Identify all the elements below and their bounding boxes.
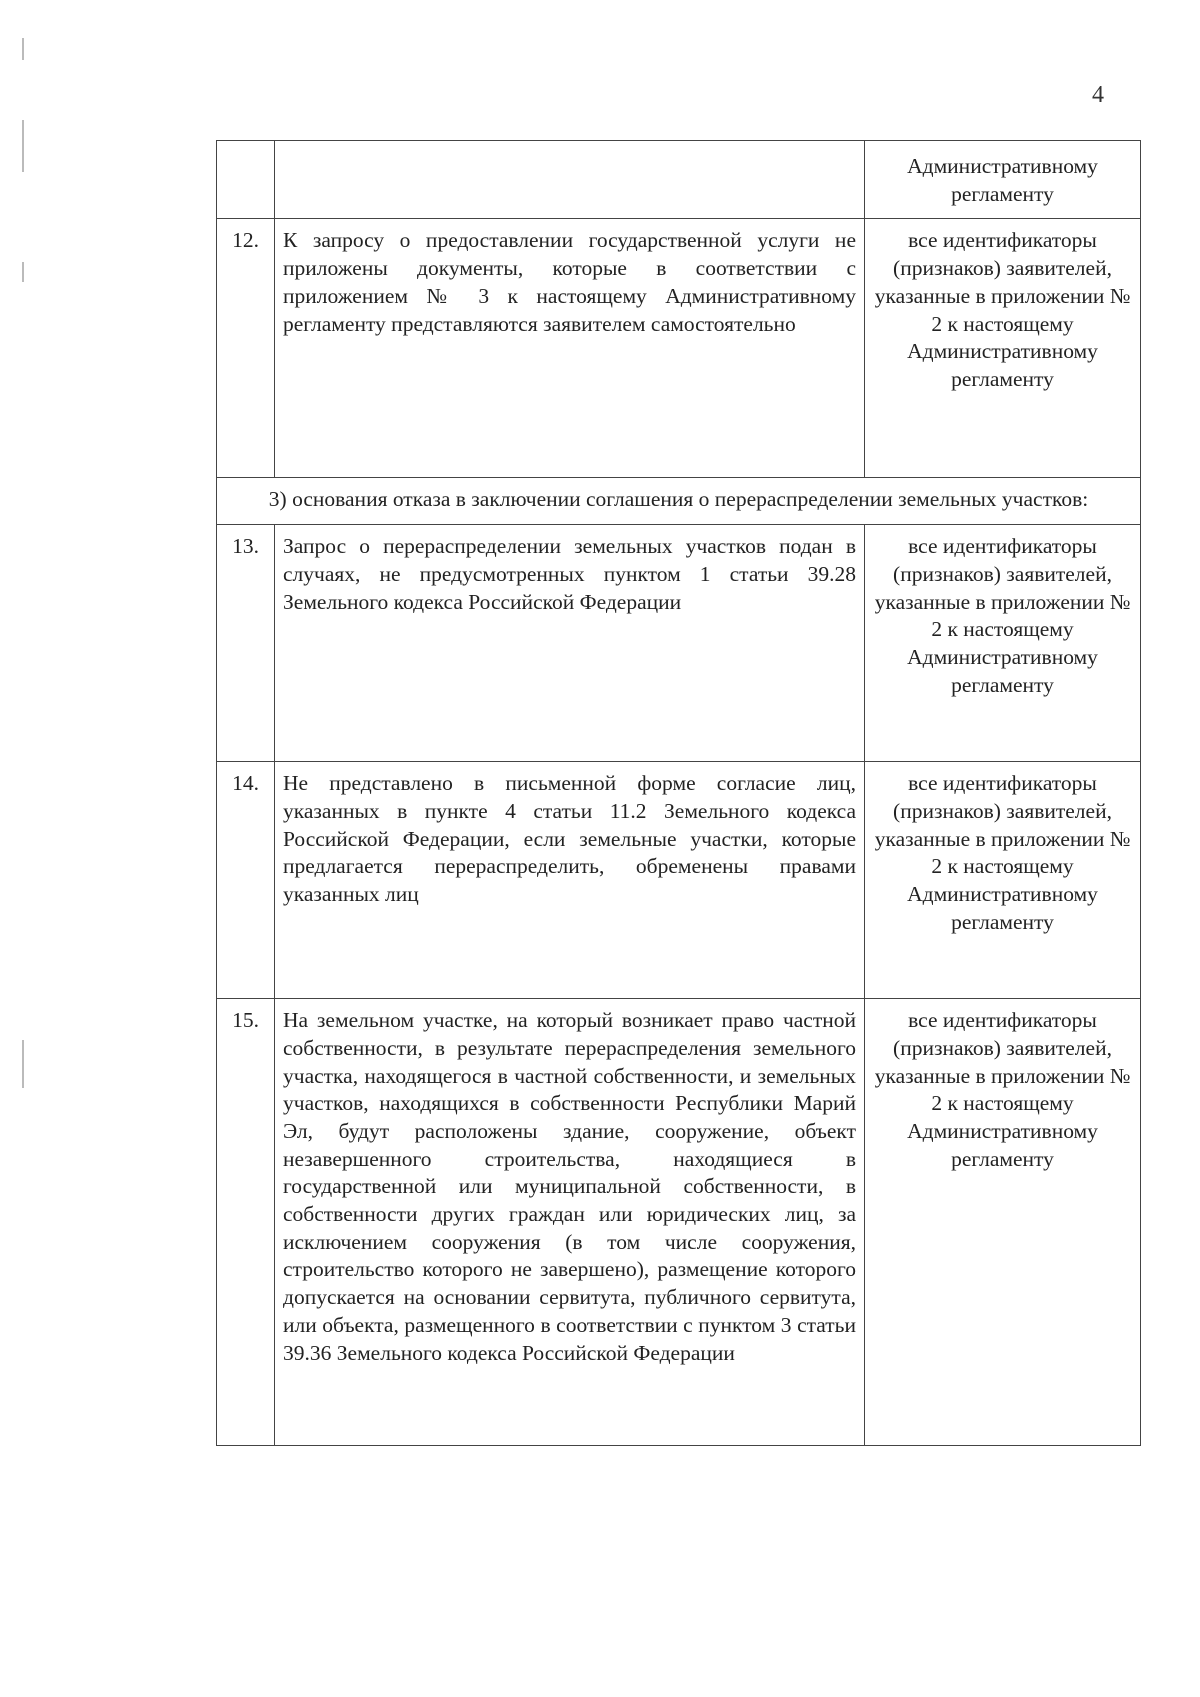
row-ground-text: Не представлено в письменной форме согласие лиц, указанных в пункте 4 статьи 11.2 Земельного кодекса Российской Федерации, если земельные участки, которые предлагается перераспределить, обременены правами указанных лиц	[275, 762, 865, 999]
row-number: 13.	[217, 525, 275, 762]
row-applicability: все идентификаторы (признаков) заявителей, указанные в приложении № 2 к настоящему Административному регламенту	[865, 219, 1141, 478]
row-number: 15.	[217, 999, 275, 1446]
row-applicability: все идентификаторы (признаков) заявителей, указанные в приложении № 2 к настоящему Административному регламенту	[865, 525, 1141, 762]
table-row	[217, 762, 1141, 999]
row-ground-text	[275, 141, 865, 219]
table-row	[217, 525, 1141, 762]
row-ground-text: Запрос о перераспределении земельных участков подан в случаях, не предусмотренных пунктом 1 статьи 39.28 Земельного кодекса Российской Федерации	[275, 525, 865, 762]
page-number: 4	[1092, 82, 1104, 108]
table-row-continued	[217, 141, 1141, 219]
row-ground-text: К запросу о предоставлении государственной услуги не приложены документы, которые в соответствии с приложением № 3 к настоящему Административному регламенту представляются заявителем самостоятельно	[275, 219, 865, 478]
table-row	[217, 219, 1141, 478]
row-ground-text: На земельном участке, на который возникает право частной собственности, в результате перераспределения земельного участка, находящегося в частной собственности, и земельных участков, находящихся в собственности Республики Марий Эл, будут расположены здание, сооружение, объект незавершенного строительства, находящиеся в государственной или муниципальной собственности, в собственности других граждан или юридических лиц, за исключением сооружения (в том числе сооружения, строительство которого не завершено), размещение которого допускается на основании сервитута, публичного сервитута, или объекта, размещенного в соответствии с пунктом 3 статьи 39.36 Земельного кодекса Российской Федерации	[275, 999, 865, 1446]
section-heading-row	[217, 478, 1141, 525]
row-number: 14.	[217, 762, 275, 999]
grounds-table	[216, 140, 1141, 1446]
section-heading: 3) основания отказа в заключении соглашения о перераспределении земельных участков:	[217, 478, 1141, 525]
table-row	[217, 999, 1141, 1446]
row-applicability: Административному регламенту	[865, 141, 1141, 219]
row-applicability: все идентификаторы (признаков) заявителей, указанные в приложении № 2 к настоящему Административному регламенту	[865, 762, 1141, 999]
row-number	[217, 141, 275, 219]
row-number: 12.	[217, 219, 275, 478]
row-applicability: все идентификаторы (признаков) заявителей, указанные в приложении № 2 к настоящему Административному регламенту	[865, 999, 1141, 1446]
